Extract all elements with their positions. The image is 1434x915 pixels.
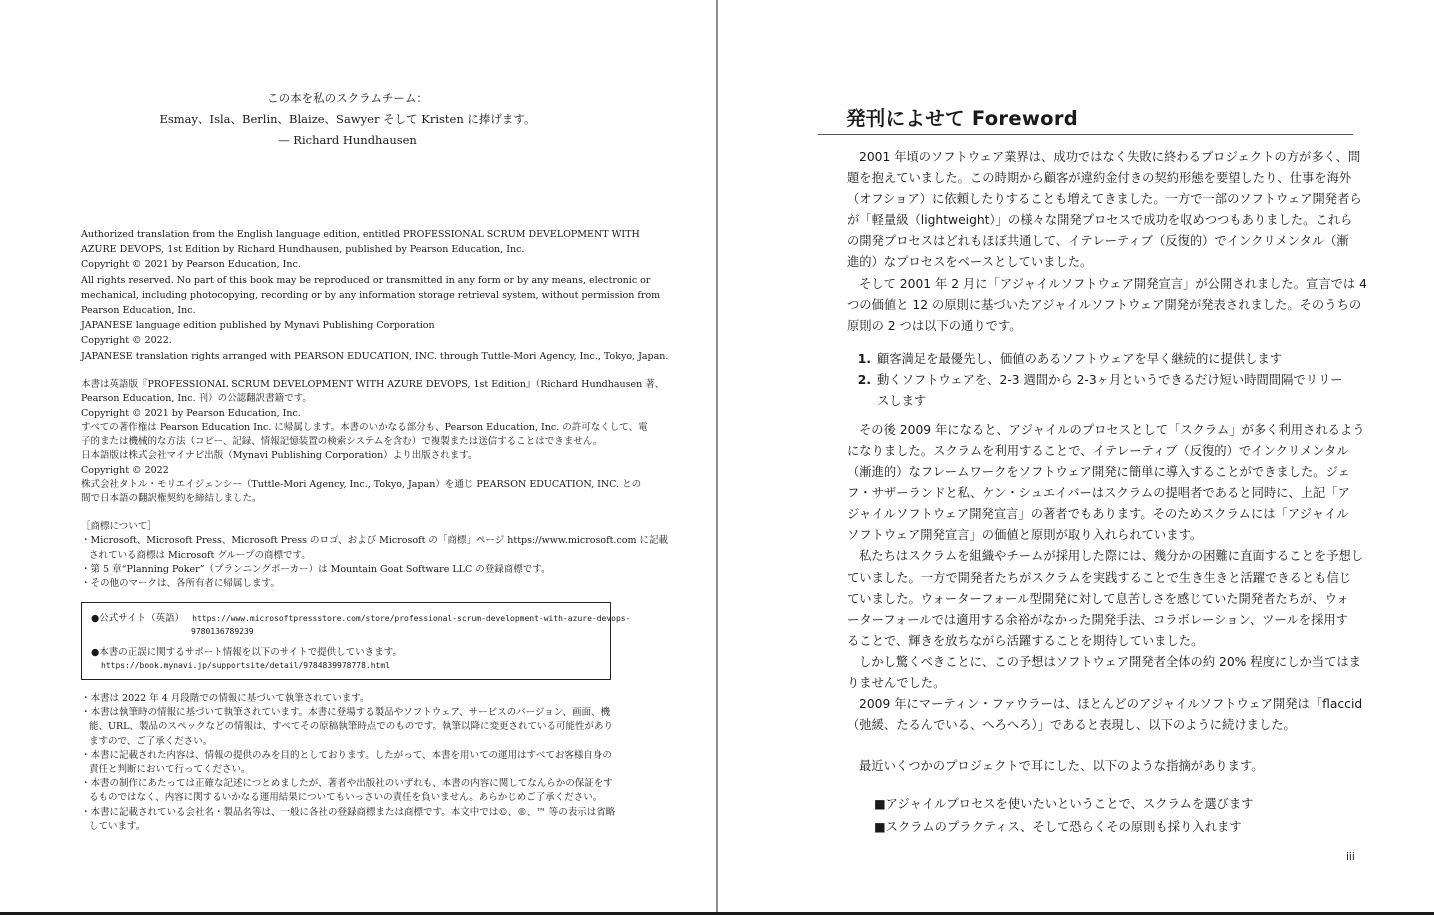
title-underline [818,134,1353,135]
principle-number: 1. [857,351,871,366]
bullet-item: ■アジャイルプロセスを使いたいということで、スクラムを選びます [874,797,1254,812]
text-line: Pearson Education, Inc. 刊）の公認翻訳書籍です。 [81,393,312,405]
foreword-body [847,147,1367,839]
chapter-title: 発刊によせて Foreword [846,107,1079,130]
official-site-label: ●公式サイト（英語） [91,613,185,624]
principles-list [847,349,1355,412]
note-continuation: ますので、ご了承ください。 [89,735,213,747]
text-line: Copyright © 2022. [81,335,172,347]
dedication-line: この本を私のスクラムチーム： [267,91,428,105]
body-line: が「軽量級（lightweight）」の様々な開発プロセスで成功を収めつつもありました。これら [847,213,1353,228]
body-line: ソフトウェア開発宣言」の価値と原則が取り入れられています。 [847,528,1203,543]
principle-item [847,349,1355,370]
text-line: Authorized translation from the English language edition, entitled PROFESSIONAL SCRUM DEVELOPMENT WITH [81,229,640,240]
dedication-line: Esmay、Isla、Berlin、Blaize、Sawyer そして Kristen に捧げます。 [159,112,536,126]
body-line: （弛緩、たるんでいる、へろへろ）」であると表現し、以下のように続けました。 [847,718,1296,733]
body-line: ーターフォールでは適用する余裕がなかった開発手法、コラボレーション、ツールを採用す [847,612,1348,627]
body-line: ていました。ウォーターフォール型開発に対して息苦しさを感じていた開発者たちが、ウォ [847,591,1349,606]
body-line: そして 2001 年 2 月に「アジャイルソフトウェア開発宣言」が公開されました。宣言では 4 [859,276,1367,291]
support-site-url[interactable]: https://book.mynavi.jp/supportsite/detail/9784839978778.html [101,661,390,670]
body-line: 題を抱えていました。この時期から顧客が違約金付きの契約形態を要望したり、仕事を海外 [847,171,1352,186]
trademark-item: ・Microsoft、Microsoft Press、Microsoft Press のロゴ、および Microsoft の「商標」ページ https://www.microsoft.com に記載 [81,535,669,547]
body-line: 原則の 2 つは以下の通りです。 [847,318,1022,333]
support-site-label: ●本書の正誤に関するサポート情報を以下のサイトで提供していきます。 [91,647,402,658]
trademark-item: ・第 5 章“Planning Poker”（プランニングポーカー）は Mountain Goat Software LLC の登録商標です。 [81,563,551,575]
note-continuation: しています。 [89,820,146,832]
trademark-heading: ［商標について］ [81,521,157,532]
principle-text: 動くソフトウェアを、2-3 週間から 2-3ヶ月というできるだけ短い時間間隔でリリー [877,372,1343,387]
quote-intro: 最近いくつかのプロジェクトで耳にした、以下のような指摘があります。 [859,759,1264,774]
right-page [718,0,1434,912]
text-line: JAPANESE language edition published by Mynavi Publishing Corporation [81,320,435,332]
note-item: ・本書は執筆時の情報に基づいて執筆されています。本書に登場する製品やソフトウェア、サービスのバージョン、画面、機 [81,707,610,719]
text-line: AZURE DEVOPS, 1st Edition by Richard Hundhausen, published by Pearson Education, Inc. [81,244,525,256]
text-line: Pearson Education, Inc. [81,305,196,317]
text-line: mechanical, including photocopying, recording or by any information storage retrieval system, without permission from [81,289,661,301]
note-continuation: 責任と判断において行ってください。 [89,764,251,776]
body-line: になりました。スクラムを利用することで、イテレーティブ（反復的）でインクリメンタル [847,443,1349,458]
text-line: All rights reserved. No part of this book may be reproduced or transmitted in any form or by any means, electronic or [81,274,651,286]
body-line: ていました。一方で開発者たちがスクラムを実践することで生き生きと活躍できるとも信じ [847,570,1352,585]
body-line: ることで、輝きを放ちながら活躍することを期待していました。 [847,633,1204,648]
body-line: りませんでした。 [847,675,946,690]
body-line: その後 2009 年になると、アジャイルのプロセスとして「スクラム」が多く利用されるよう [859,422,1365,437]
principle-item [847,370,1355,391]
text-line: 間で日本語の翻訳権契約を締結しました。 [81,493,262,505]
body-line: ジャイルソフトウェア開発宣言」の著者でもあります。そのためスクラムには「アジャイル [847,507,1349,522]
trademark-section [81,520,669,591]
body-line: 進的）なプロセスをベースとしていました。 [847,255,1093,270]
body-line: の開発プロセスはどれもほぼ共通して、イテレーティブ（反復的）でインクリメンタル（漸 [847,234,1349,249]
body-line: しかし驚くべきことに、この予想はソフトウェア開発者全体の約 20% 程度にしか当てはま [859,654,1361,669]
note-item: ・本書に記載されている会社名・製品名等は、一般に各社の登録商標または商標です。本文中では©、®、™ 等の表示は省略 [81,806,616,818]
official-site-url[interactable]: https://www.microsoftpressstore.com/store/professional-scrum-development-with-azure-devops- [192,614,631,623]
quote-bullet-list [847,793,1355,839]
body-line: （オフショア）に依頼したりすることも増えてきました。一方で一部のソフトウェア開発者ら [847,192,1362,207]
note-item: ・本書は 2022 年 4 月段階での情報に基づいて執筆されています。 [81,693,370,704]
trademark-item-continuation: されている商標は Microsoft グループの商標です。 [89,549,311,561]
body-line: つの価値と 12 の原則に基づいたアジャイルソフトウェア開発が発表されました。そのうちの [847,297,1362,312]
text-line: 日本語版は株式会社マイナビ出版（Mynavi Publishing Corporation）より出版されます。 [81,450,478,462]
text-line: 子的または機械的な方法（コピー、記録、情報記憶装置の検索システムを含む）で複製または送信することはできません。 [81,436,603,448]
body-line: フ・サザーランドと私、ケン・シュエイバーはスクラムの提唱者であると同時に、上記「ア [847,486,1350,501]
left-page [0,0,716,912]
disclaimer-notes [81,692,621,834]
official-site-url-continuation[interactable]: 9780136789239 [191,627,254,636]
dedication-signature: — Richard Hundhausen [278,133,417,147]
text-line: Copyright © 2022 [81,464,169,476]
trademark-item: ・その他のマークは、各所有者に帰属します。 [81,578,280,590]
body-line: （漸進的）なフレームワークをソフトウェア開発に簡単に導入することができました。ジェ [847,465,1350,480]
principle-number: 2. [857,372,871,387]
page-number: iii [1346,851,1355,863]
support-site-box [81,602,631,680]
text-line: すべての著作権は Pearson Education Inc. に帰属します。本書のいかなる部分も、Pearson Education, Inc. の許可なくして、電 [81,421,648,433]
japanese-copyright-notice [81,378,665,507]
text-line: Copyright © 2021 by Pearson Education, Inc. [81,259,301,271]
note-continuation: 能、URL、製品のスペックなどの情報は、すべてその原稿執筆時点でのものです。執筆以降に変更されている可能性があり [89,721,614,733]
text-line: JAPANESE translation rights arranged with PEARSON EDUCATION, INC. through Tuttle-Mori Agency, Inc., Tokyo, Japan. [81,350,669,362]
text-line: Copyright © 2021 by Pearson Education, Inc. [81,407,301,419]
principle-text: 顧客満足を最優先し、価値のあるソフトウェアを早く継続的に提供します [877,351,1283,366]
note-continuation: るものではなく、内容に関するいかなる運用結果についてもいっさいの責任を負いません。あらかじめご了承ください。 [89,792,603,804]
body-line: 私たちはスクラムを組織やチームが採用した際には、幾分かの困難に直面することを予想し [859,549,1364,564]
dedication [80,88,615,151]
bullet-item: ■スクラムのプラクティス、そして恐らくその原則も採り入れます [874,820,1242,835]
body-line: 2001 年頃のソフトウェア業界は、成功ではなく失敗に終わるプロジェクトの方が多く、問 [859,150,1361,164]
english-copyright-notice [81,227,669,364]
body-line: 2009 年にマーティン・ファウラーは、ほとんどのアジャイルソフトウェア開発は「flaccid [859,697,1363,712]
note-item: ・本書の制作にあたっては正確な記述につとめましたが、著者や出版社のいずれも、本書の内容に関してなんらかの保証をす [81,778,613,790]
text-line: 本書は英語版『PROFESSIONAL SCRUM DEVELOPMENT WITH AZURE DEVOPS, 1st Edition』（Richard Hundhausen 著、 [81,379,665,390]
note-item: ・本書に記載された内容は、情報の提供のみを目的としております。したがって、本書を用いての運用はすべてお客様自身の [81,749,612,761]
principle-text-continuation: スします [877,393,927,408]
text-line: 株式会社タトル・モリエイジェンシー（Tuttle-Mori Agency, Inc., Tokyo, Japan）を通じ PEARSON EDUCATION, INC. との [81,479,642,491]
